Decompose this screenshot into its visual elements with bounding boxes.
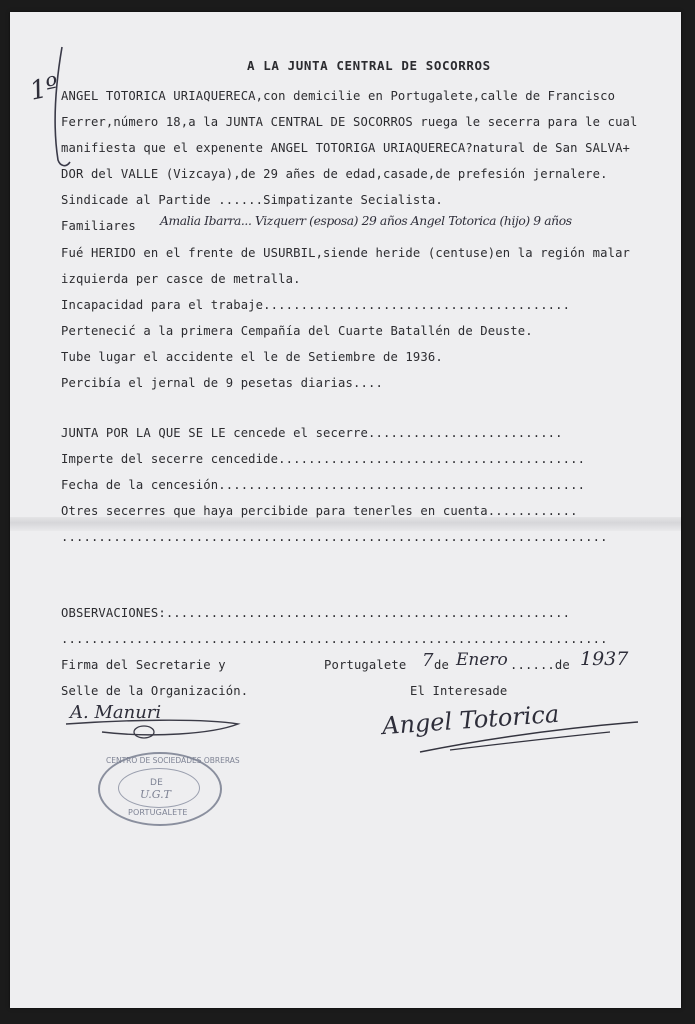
date-year: 1937 [580,648,629,670]
date-de-2: ......de [510,658,570,672]
accidente-line: Tube lugar el accidente el le de Setiembre de 1936. [61,350,443,364]
secretario-label-1: Firma del Secretarie y [61,658,226,672]
familiares-value: Amalia Ibarra... Vizquerr (esposa) 29 años Angel Totorica (hijo) 9 años [160,214,572,228]
interesado-signature-flourish [410,720,650,760]
junta-line: JUNTA POR LA QUE SE LE cencede el secerre.......................... [61,426,563,440]
date-day: 7 [422,650,434,671]
herido-line-2: izquierda per casce de metralla. [61,272,301,286]
incapacidad-line: Incapacidad para el trabaje......................................... [61,298,571,312]
pertenecio-line: Pertenecić a la primera Cempañía del Cuarte Batallén de Deuste. [61,324,533,338]
secretario-label-2: Selle de la Organización. [61,684,249,698]
fecha-concesion-line: Fecha de la cencesión................................................. [61,478,586,492]
sindicado-line: Sindicade al Partide ......Simpatizante Secialista. [61,193,443,207]
herido-line-1: Fué HERIDO en el frente de USURBIL,siende heride (centuse)en la región malar [61,246,631,260]
date-month: Enero [456,650,508,670]
body-line-3: manifiesta que el expenente ANGEL TOTORIGA URIAQUERECA?natural de San SALVA+ [61,141,631,155]
paper-fold [10,517,681,531]
document-title: A LA JUNTA CENTRAL DE SOCORROS [247,58,491,73]
observaciones-dotted-line: ......................................................................... [61,632,608,646]
stamp-ring-top: CENTRO DE SOCIEDADES OBRERAS [106,756,240,765]
observaciones-line: OBSERVACIONES:...................................................... [61,606,571,620]
familiares-label: Familiares [61,219,136,233]
jornal-line: Percibía el jernal de 9 pesetas diarias.... [61,376,383,390]
body-line-4: DOR del VALLE (Vizcaya),de 29 añes de edad,casade,de prefesión jernalere. [61,167,608,181]
interesado-signature: Angel Totorica [381,699,561,741]
stamp-center-2: U.G.T [140,788,171,801]
body-line-2: Ferrer,número 18,a la JUNTA CENTRAL DE SOCORROS ruega le secerra para le cual [61,115,638,129]
organization-stamp [98,752,240,826]
stamp-center-1: DE [150,778,163,788]
importe-line: Imperte del secerre cencedide......................................... [61,452,586,466]
margin-note: 1º [27,71,62,107]
dotted-line: ......................................................................... [61,530,608,544]
otros-socorros-line: Otres secerres que haya percibide para tenerles en cuenta............ [61,504,578,518]
secretario-signature: A. Manuri [70,702,162,723]
secretario-signature-flourish [62,710,252,750]
body-line-1: ANGEL TOTORICA URIAQUERECA,con demicilie en Portugalete,calle de Francisco [61,89,616,103]
interesado-label: El Interesade [410,684,508,698]
place-label: Portugalete [324,658,407,672]
document-page [10,12,681,1008]
stamp-ring-bottom: PORTUGALETE [128,808,188,817]
date-de-1: de [434,658,449,672]
